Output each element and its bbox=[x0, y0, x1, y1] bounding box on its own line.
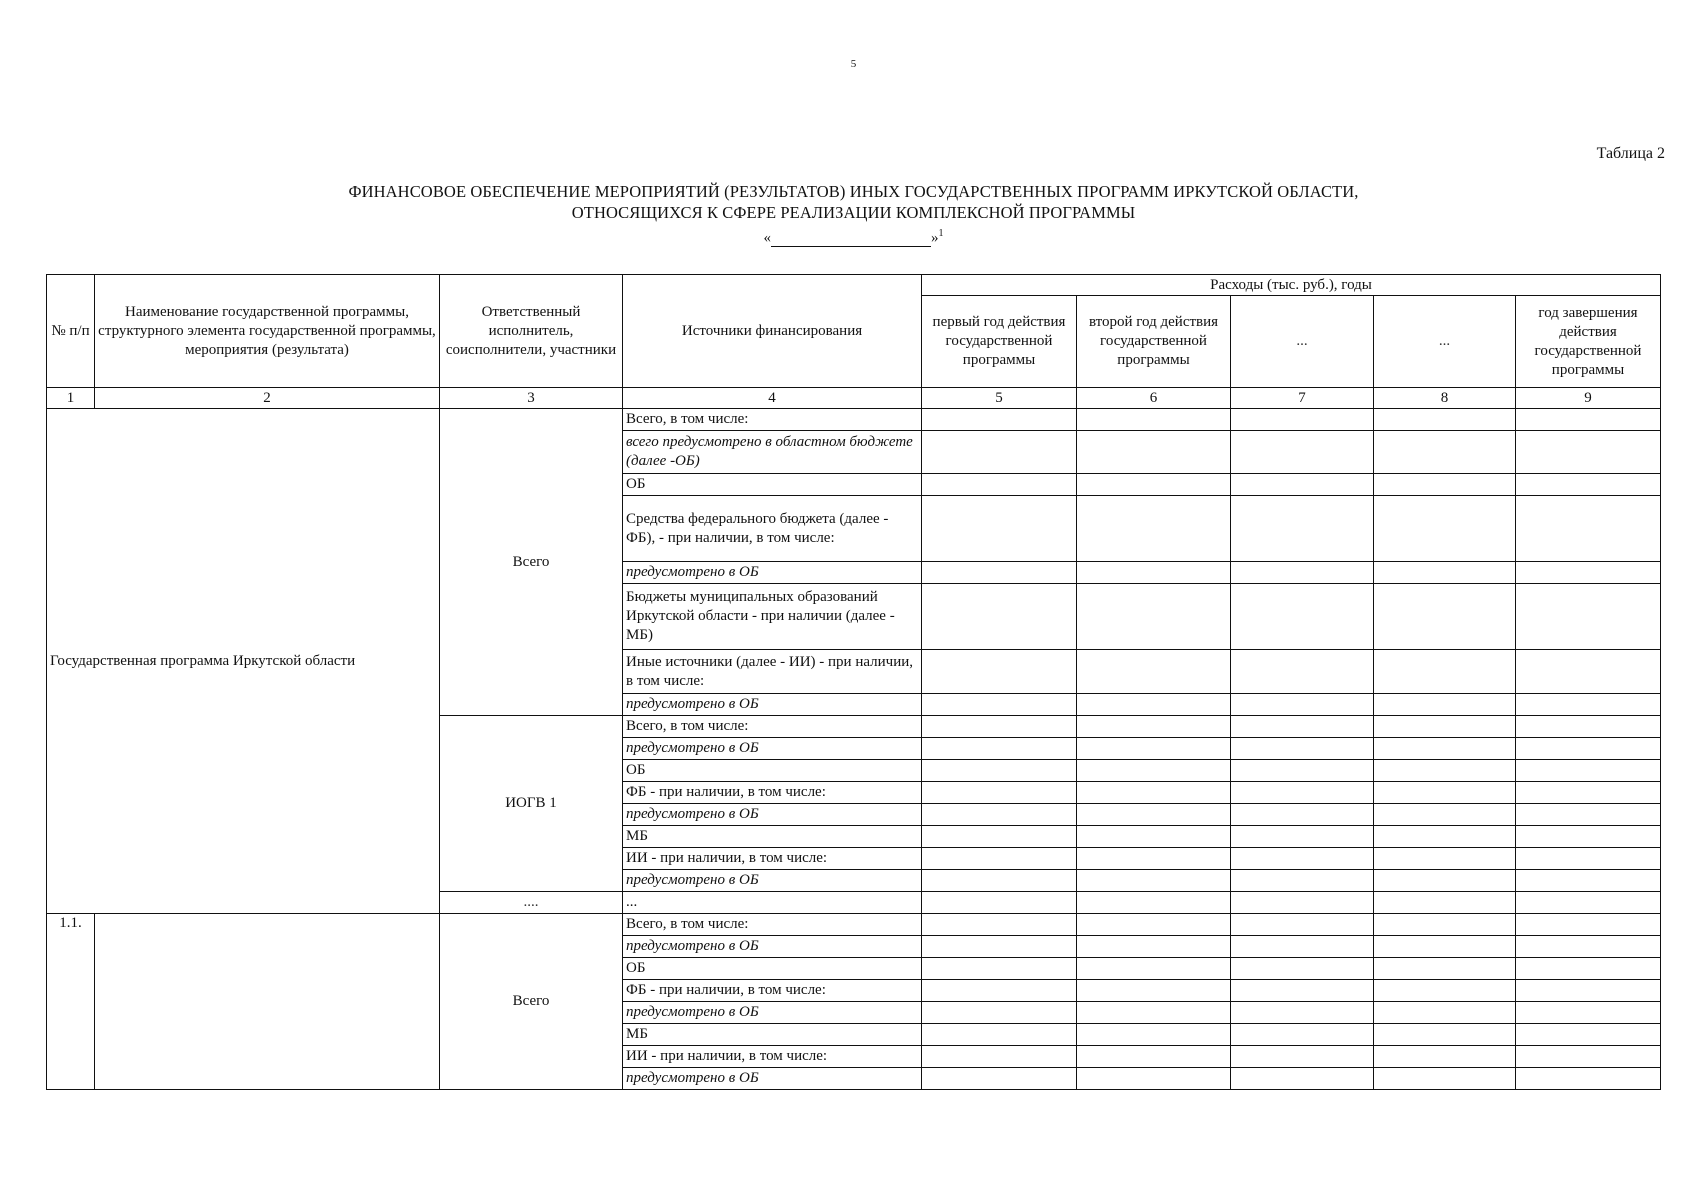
source-cell: ОБ bbox=[623, 760, 922, 782]
header-expenses: Расходы (тыс. руб.), годы bbox=[922, 275, 1661, 296]
col-number: 4 bbox=[623, 388, 922, 409]
source-cell: предусмотрено в ОБ bbox=[623, 936, 922, 958]
source-cell: ИИ - при наличии, в том числе: bbox=[623, 848, 922, 870]
source-cell: ИИ - при наличии, в том числе: bbox=[623, 1046, 922, 1068]
source-cell: предусмотрено в ОБ bbox=[623, 1002, 922, 1024]
header-year-4: ... bbox=[1374, 296, 1516, 388]
col-number: 3 bbox=[440, 388, 623, 409]
source-cell: Средства федерального бюджета (далее - ФБ), - при наличии, в том числе: bbox=[623, 496, 922, 562]
source-cell: ФБ - при наличии, в том числе: bbox=[623, 980, 922, 1002]
program-name-placeholder bbox=[0, 228, 1707, 247]
col-number: 9 bbox=[1516, 388, 1661, 409]
source-dots: ... bbox=[623, 892, 922, 914]
col-number: 7 bbox=[1231, 388, 1374, 409]
source-cell: предусмотрено в ОБ bbox=[623, 870, 922, 892]
blank-line bbox=[771, 232, 931, 247]
quote-open: « bbox=[763, 230, 771, 246]
col-number: 1 bbox=[47, 388, 95, 409]
source-cell: всего предусмотрено в областном бюджете (далее -ОБ) bbox=[623, 431, 922, 474]
header-year-3: ... bbox=[1231, 296, 1374, 388]
col-number: 5 bbox=[922, 388, 1077, 409]
executor-total: Всего bbox=[440, 409, 623, 716]
financing-table-item bbox=[46, 913, 1661, 1090]
title-line-2: ОТНОСЯЩИХСЯ К СФЕРЕ РЕАЛИЗАЦИИ КОМПЛЕКСНОЙ ПРОГРАММЫ bbox=[571, 203, 1136, 222]
source-cell: МБ bbox=[623, 1024, 922, 1046]
source-cell: ОБ bbox=[623, 474, 922, 496]
quote-close: » bbox=[931, 230, 939, 246]
source-cell: предусмотрено в ОБ bbox=[623, 1068, 922, 1090]
header-executor: Ответственный исполнитель, соисполнители, участники bbox=[440, 275, 623, 388]
column-number-row bbox=[47, 388, 1661, 409]
header-source: Источники финансирования bbox=[623, 275, 922, 388]
executor-iogv: ИОГВ 1 bbox=[440, 716, 623, 892]
footnote-mark: 1 bbox=[938, 228, 944, 239]
source-cell: предусмотрено в ОБ bbox=[623, 804, 922, 826]
item-name bbox=[95, 914, 440, 1090]
source-cell: Всего, в том числе: bbox=[623, 409, 922, 431]
table-row bbox=[47, 409, 1661, 431]
table-label: Таблица 2 bbox=[1596, 145, 1665, 162]
item-number: 1.1. bbox=[47, 914, 95, 1090]
header-row-1 bbox=[47, 275, 1661, 296]
title-line-1: ФИНАНСОВОЕ ОБЕСПЕЧЕНИЕ МЕРОПРИЯТИЙ (РЕЗУЛЬТАТОВ) ИНЫХ ГОСУДАРСТВЕННЫХ ПРОГРАММ ИРКУТСКОЙ ОБЛАСТИ, bbox=[348, 182, 1359, 201]
document-title bbox=[0, 181, 1707, 223]
executor-dots: .... bbox=[440, 892, 623, 914]
header-year-1: первый год действия государственной программы bbox=[922, 296, 1077, 388]
source-cell: предусмотрено в ОБ bbox=[623, 562, 922, 584]
source-cell: Всего, в том числе: bbox=[623, 716, 922, 738]
financing-table bbox=[46, 274, 1661, 914]
table-row bbox=[47, 914, 1661, 936]
source-cell: Иные источники (далее - ИИ) - при наличии, в том числе: bbox=[623, 650, 922, 694]
item-executor-total: Всего bbox=[440, 914, 623, 1090]
program-name: Государственная программа Иркутской области bbox=[47, 409, 440, 914]
header-year-2: второй год действия государственной программы bbox=[1077, 296, 1231, 388]
source-cell: Всего, в том числе: bbox=[623, 914, 922, 936]
header-num: № п/п bbox=[47, 275, 95, 388]
page-number: 5 bbox=[850, 58, 857, 70]
col-number: 6 bbox=[1077, 388, 1231, 409]
header-name: Наименование государственной программы, структурного элемента государственной программы, мероприятия (результата) bbox=[95, 275, 440, 388]
source-cell: предусмотрено в ОБ bbox=[623, 738, 922, 760]
source-cell: Бюджеты муниципальных образований Иркутской области - при наличии (далее - МБ) bbox=[623, 584, 922, 650]
col-number: 8 bbox=[1374, 388, 1516, 409]
col-number: 2 bbox=[95, 388, 440, 409]
source-cell: предусмотрено в ОБ bbox=[623, 694, 922, 716]
header-year-last: год завершения действия государственной программы bbox=[1516, 296, 1661, 388]
source-cell: ОБ bbox=[623, 958, 922, 980]
source-cell: ФБ - при наличии, в том числе: bbox=[623, 782, 922, 804]
source-cell: МБ bbox=[623, 826, 922, 848]
